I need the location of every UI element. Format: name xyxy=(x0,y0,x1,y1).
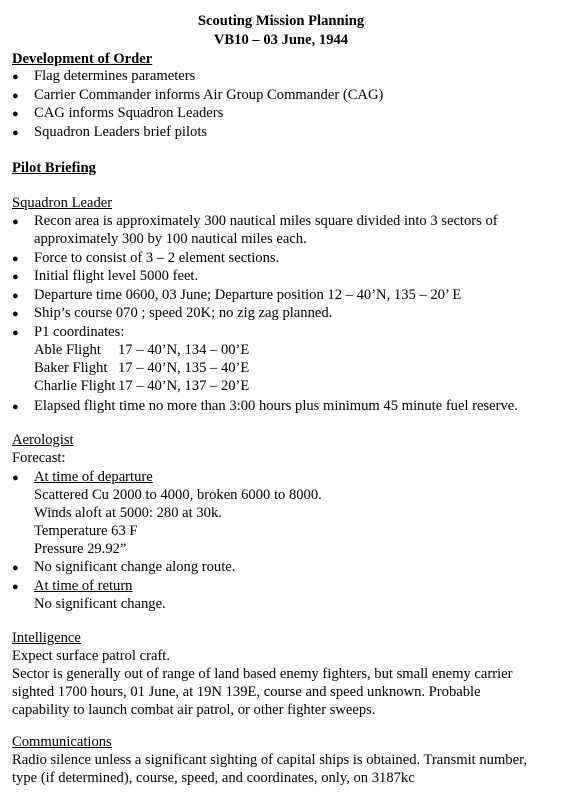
bullet: ● xyxy=(12,290,19,302)
forecast-line: Winds aloft at 5000: 280 at 30k. xyxy=(34,505,222,521)
bullet: ● xyxy=(12,71,19,83)
course-item: Ship’s course 070 ; speed 20K; no zig zag planned. xyxy=(34,305,333,321)
bullet: ● xyxy=(12,216,19,228)
development-item-2: Carrier Commander informs Air Group Commander (CAG) xyxy=(34,87,384,103)
development-heading: Development of Order xyxy=(12,51,153,67)
bullet: ● xyxy=(12,562,19,574)
bullet: ● xyxy=(12,401,19,413)
intelligence-heading: Intelligence xyxy=(12,630,81,646)
pilot-briefing-heading: Pilot Briefing xyxy=(12,160,96,176)
recon-line-2: approximately 300 by 100 nautical miles each. xyxy=(34,231,307,247)
flight-level-item: Initial flight level 5000 feet. xyxy=(34,268,199,284)
development-item-1: Flag determines parameters xyxy=(34,68,196,84)
p1-coordinates-item: P1 coordinates: xyxy=(34,324,125,340)
communications-line: type (if determined), course, speed, and coordinates, only, on 3187kc xyxy=(12,770,415,786)
bullet: ● xyxy=(12,108,19,120)
departure-forecast-heading: At time of departure xyxy=(34,469,153,485)
document-title: Scouting Mission Planning xyxy=(197,13,365,29)
coordinate-value: 17 – 40’N, 134 – 00’E xyxy=(118,342,250,358)
elapsed-time-item: Elapsed flight time no more than 3:00 hours plus minimum 45 minute fuel reserve. xyxy=(34,398,518,414)
forecast-label: Forecast: xyxy=(12,450,66,466)
coordinate-row-able xyxy=(34,341,249,360)
communications-heading: Communications xyxy=(12,734,112,750)
coordinate-row-baker xyxy=(34,359,249,378)
bullet: ● xyxy=(12,308,19,320)
coordinate-value: 17 – 40’N, 137 – 20’E xyxy=(118,378,250,394)
coordinate-flight-name: Baker Flight xyxy=(34,360,108,376)
recon-line-1: Recon area is approximately 300 nautical miles square divided into 3 sectors of xyxy=(34,213,498,229)
squadron-leader-heading: Squadron Leader xyxy=(12,195,113,211)
coordinate-flight-name: Charlie Flight xyxy=(34,378,116,394)
intelligence-line: Expect surface patrol craft. xyxy=(12,648,171,664)
forecast-line: Pressure 29.92” xyxy=(34,541,127,557)
aerologist-heading: Aerologist xyxy=(12,432,74,448)
coordinate-row-charlie xyxy=(34,377,249,396)
forecast-line: Scattered Cu 2000 to 4000, broken 6000 to 8000. xyxy=(34,487,322,503)
bullet: ● xyxy=(12,90,19,102)
communications-line: Radio silence unless a significant sighting of capital ships is obtained. Transmit number, xyxy=(12,752,527,768)
coordinate-value: 17 – 40’N, 135 – 40’E xyxy=(118,360,250,376)
intelligence-line: Sector is generally out of range of land based enemy fighters, but small enemy carrier xyxy=(12,666,513,682)
bullet: ● xyxy=(12,472,19,484)
force-item: Force to consist of 3 – 2 element sections. xyxy=(34,250,280,266)
bullet: ● xyxy=(12,127,19,139)
intelligence-line: sighted 1700 hours, 01 June, at 19N 139E, course and speed unknown. Probable xyxy=(12,684,481,700)
bullet: ● xyxy=(12,581,19,593)
intelligence-line: capability to launch combat air patrol, or other fighter sweeps. xyxy=(12,702,376,718)
bullet: ● xyxy=(12,271,19,283)
departure-item: Departure time 0600, 03 June; Departure position 12 – 40’N, 135 – 20’ E xyxy=(34,287,462,303)
development-item-3: CAG informs Squadron Leaders xyxy=(34,105,224,121)
return-forecast-line: No significant change. xyxy=(34,596,166,612)
bullet: ● xyxy=(12,253,19,265)
bullet: ● xyxy=(12,327,19,339)
route-forecast-item: No significant change along route. xyxy=(34,559,236,575)
forecast-line: Temperature 63 F xyxy=(34,523,138,539)
coordinate-flight-name: Able Flight xyxy=(34,342,101,358)
development-item-4: Squadron Leaders brief pilots xyxy=(34,124,208,140)
document-subtitle: VB10 – 03 June, 1944 xyxy=(213,32,349,48)
return-forecast-heading: At time of return xyxy=(34,578,133,594)
